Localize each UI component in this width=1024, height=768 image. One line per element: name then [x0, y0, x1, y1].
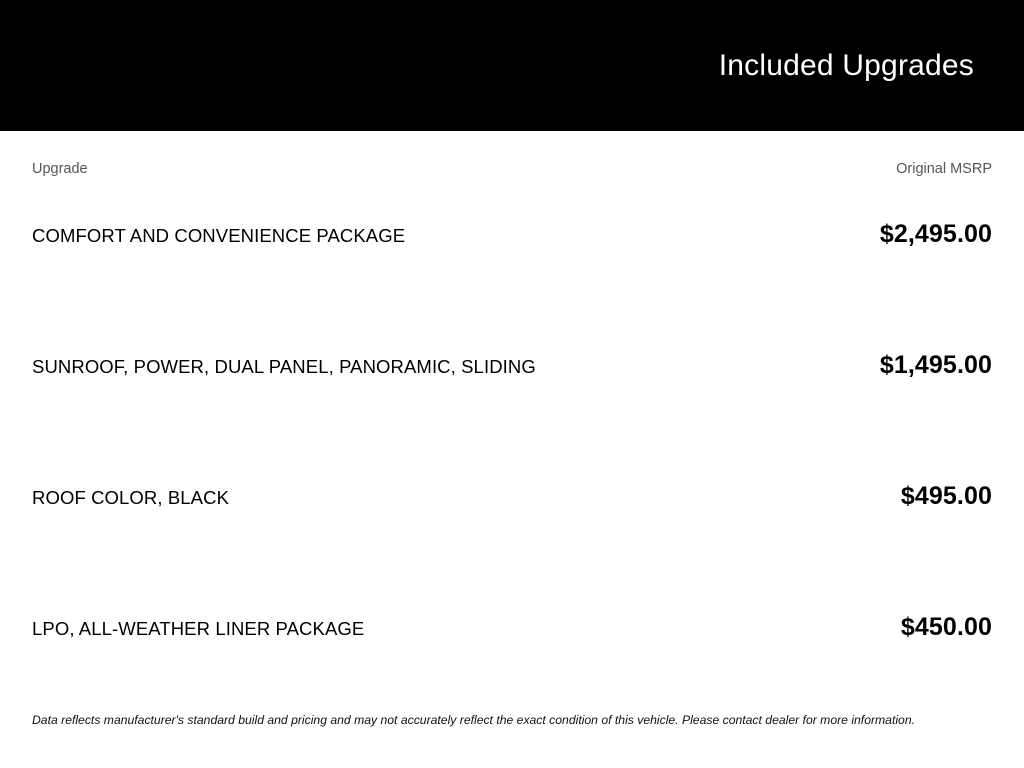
upgrade-name: SUNROOF, POWER, DUAL PANEL, PANORAMIC, SLIDING — [32, 356, 536, 377]
column-header-original-msrp: Original MSRP — [896, 161, 992, 177]
upgrades-table — [32, 177, 992, 701]
table-row — [32, 439, 992, 570]
column-header-upgrade: Upgrade — [32, 161, 88, 177]
upgrade-name: ROOF COLOR, BLACK — [32, 487, 230, 508]
table-row — [32, 570, 992, 701]
disclaimer-text: Data reflects manufacturer's standard build and pricing and may not accurately reflect the exact condition of this vehicle. Please contact dealer for more information. — [32, 713, 915, 727]
page-title: Included Upgrades — [718, 48, 974, 82]
upgrade-name: LPO, ALL-WEATHER LINER PACKAGE — [32, 618, 365, 639]
upgrade-name: COMFORT AND CONVENIENCE PACKAGE — [32, 225, 406, 246]
table-row — [32, 177, 992, 308]
upgrade-price: $495.00 — [900, 482, 992, 510]
upgrades-content — [0, 131, 1024, 768]
page-header — [0, 0, 1024, 131]
upgrade-price: $1,495.00 — [879, 351, 992, 379]
table-column-headers — [32, 161, 992, 177]
upgrade-price: $450.00 — [900, 613, 992, 641]
upgrade-price: $2,495.00 — [879, 220, 992, 248]
table-row — [32, 308, 992, 439]
